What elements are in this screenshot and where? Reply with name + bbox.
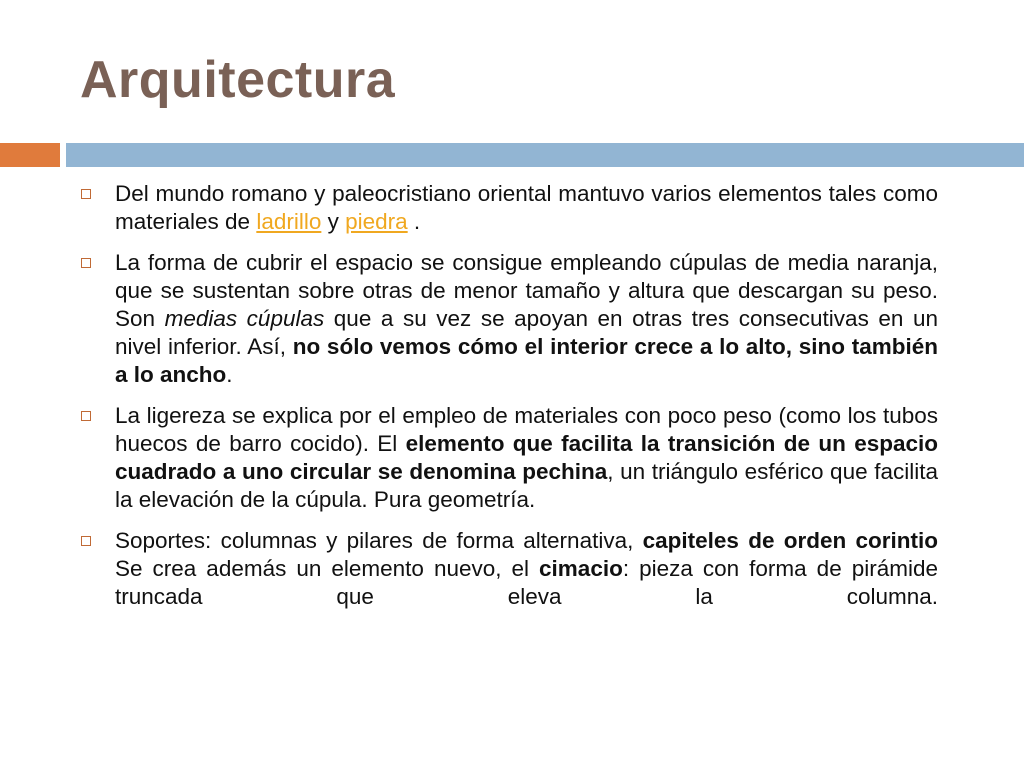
title-rule-blue: [66, 143, 1024, 167]
square-bullet-icon: [81, 189, 91, 199]
bullet-bold-text: capiteles de orden corintio: [642, 528, 938, 553]
bullet-bold-text: cimacio: [539, 556, 623, 581]
bullet-text: .: [226, 362, 233, 387]
bullet-item-3: [78, 402, 938, 514]
bullet-text: Soportes: columnas y pilares de forma alternativa,: [115, 528, 643, 553]
bullet-text: La ligereza se explica por el empleo de materiales con poco peso (como los tubos huecos de barro cocido). El: [115, 403, 938, 456]
bullet-text: que a su vez se apoyan en otras tres consecutivas en un nivel inferior. Así,: [115, 306, 938, 359]
slide-title: Arquitectura: [80, 51, 396, 109]
title-rule-orange: [0, 143, 60, 167]
bullet-item-2: [78, 249, 938, 389]
bullet-item-4: [78, 527, 938, 611]
bullet-text: .: [407, 209, 421, 234]
square-bullet-icon: [81, 536, 91, 546]
link-ladrillo[interactable]: ladrillo: [256, 209, 322, 234]
square-bullet-icon: [81, 258, 91, 268]
bullet-text: Se crea además un elemento nuevo, el: [115, 556, 540, 581]
bullet-bold-text: no sólo vemos cómo el interior crece a lo alto, sino también a lo ancho: [115, 334, 938, 387]
bullet-text: Del mundo romano y paleocristiano oriental mantuvo varios elementos tales como materiales de: [115, 181, 938, 234]
bullet-bold-text: elemento que facilita la transición de un espacio cuadrado a uno circular se denomina pechina: [115, 431, 938, 484]
bullet-italic-text: medias cúpulas: [164, 306, 325, 331]
bullet-text: , un triángulo esférico que facilita la elevación de la cúpula. Pura geometría.: [115, 459, 938, 512]
bullet-item-1: [78, 180, 938, 236]
bullet-text: y: [321, 209, 346, 234]
bullet-list: [78, 180, 938, 624]
square-bullet-icon: [81, 411, 91, 421]
bullet-text: La forma de cubrir el espacio se consigue empleando cúpulas de media naranja, que se sustentan sobre otras de menor tamaño y altura que descargan su peso. Son: [115, 250, 938, 331]
link-piedra[interactable]: piedra: [345, 209, 408, 234]
bullet-text: : pieza con forma de pirámide truncada que eleva la columna.: [115, 556, 938, 609]
